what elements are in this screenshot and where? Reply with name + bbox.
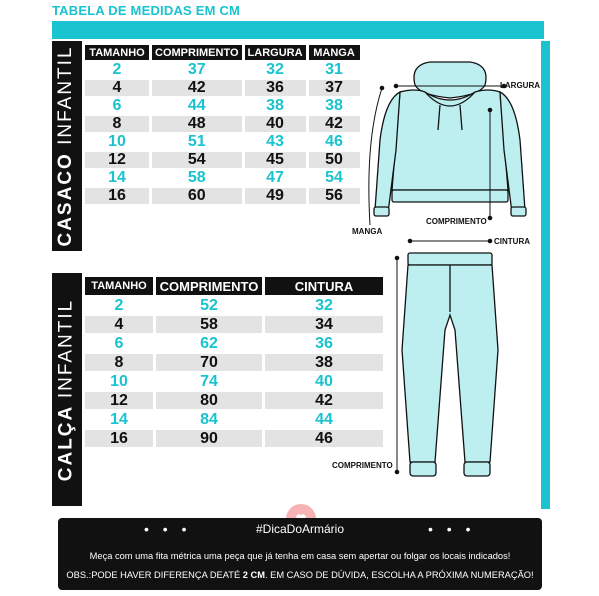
- cell-comprimento: 58: [156, 316, 262, 333]
- cell-size: 6: [85, 98, 149, 114]
- table-row: [85, 62, 360, 78]
- cell-manga: 46: [309, 134, 360, 150]
- cell-cintura: 32: [265, 297, 383, 314]
- header-comprimento: COMPRIMENTO: [156, 277, 262, 295]
- footer-dots-right: • • •: [428, 521, 476, 537]
- cell-comprimento: 70: [156, 354, 262, 371]
- page-title: TABELA DE MEDIDAS EM CM: [52, 3, 241, 18]
- cell-comprimento: 62: [156, 335, 262, 352]
- cell-size: 14: [85, 170, 149, 186]
- label-comprimento-top: COMPRIMENTO: [426, 217, 487, 226]
- table-row: [85, 134, 360, 150]
- cell-comprimento: 74: [156, 373, 262, 390]
- cell-comprimento: 54: [152, 152, 242, 168]
- cell-comprimento: 37: [152, 62, 242, 78]
- casaco-label-bold: CASACO: [55, 152, 76, 247]
- cell-size: 14: [85, 411, 153, 428]
- cell-manga: 54: [309, 170, 360, 186]
- title-underline-bar: [52, 21, 544, 39]
- cell-cintura: 46: [265, 430, 383, 447]
- cell-cintura: 38: [265, 354, 383, 371]
- cell-cintura: 40: [265, 373, 383, 390]
- cell-size: 2: [85, 297, 153, 314]
- footer-dots-left: • • •: [144, 521, 192, 537]
- cell-largura: 38: [245, 98, 306, 114]
- cell-manga: 38: [309, 98, 360, 114]
- cell-comprimento: 90: [156, 430, 262, 447]
- cell-size: 12: [85, 392, 153, 409]
- footer-instruction: Meça com uma fita métrica uma peça que já tenha em casa sem apertar ou folgar os locais indicados!: [89, 551, 511, 561]
- cell-comprimento: 48: [152, 116, 242, 132]
- cell-size: 10: [85, 134, 149, 150]
- cell-largura: 40: [245, 116, 306, 132]
- cell-comprimento: 42: [152, 80, 242, 96]
- label-manga: MANGA: [352, 227, 383, 236]
- cell-largura: 36: [245, 80, 306, 96]
- cell-comprimento: 52: [156, 297, 262, 314]
- cell-manga: 31: [309, 62, 360, 78]
- cell-manga: 37: [309, 80, 360, 96]
- cell-comprimento: 60: [152, 188, 242, 204]
- table-row: [85, 152, 360, 168]
- cell-largura: 43: [245, 134, 306, 150]
- cell-comprimento: 84: [156, 411, 262, 428]
- calca-label-bold: CALÇA: [55, 405, 77, 482]
- cell-largura: 45: [245, 152, 306, 168]
- cell-comprimento: 44: [152, 98, 242, 114]
- casaco-size-table: [82, 43, 363, 206]
- casaco-label-thin: INFANTIL: [55, 45, 76, 145]
- cell-manga: 42: [309, 116, 360, 132]
- cell-cintura: 34: [265, 316, 383, 333]
- table-row: [85, 188, 360, 204]
- calca-side-label: [56, 274, 80, 507]
- footer-note: [58, 570, 542, 580]
- cell-cintura: 36: [265, 335, 383, 352]
- cell-size: 8: [85, 116, 149, 132]
- cell-largura: 49: [245, 188, 306, 204]
- cell-largura: 47: [245, 170, 306, 186]
- cell-manga: 56: [309, 188, 360, 204]
- footer-note-post: . EM CASO DE DÚVIDA, ESCOLHA A PRÓXIMA NUMERAÇÃO!: [264, 570, 534, 580]
- cell-largura: 32: [245, 62, 306, 78]
- header-largura: LARGURA: [245, 45, 306, 60]
- footer-note-pre: OBS.:PODE HAVER DIFERENÇA DEATÉ: [66, 570, 243, 580]
- cell-comprimento: 51: [152, 134, 242, 150]
- header-tamanho: TAMANHO: [85, 45, 149, 60]
- cell-size: 10: [85, 373, 153, 390]
- cell-comprimento: 80: [156, 392, 262, 409]
- footer-panel: [58, 518, 542, 590]
- label-comprimento-bottom: COMPRIMENTO: [332, 461, 393, 470]
- cell-size: 2: [85, 62, 149, 78]
- label-largura: LARGURA: [500, 81, 540, 90]
- table-header-row: [85, 45, 360, 60]
- table-row: [85, 98, 360, 114]
- garment-diagram: [330, 50, 540, 490]
- cell-size: 12: [85, 152, 149, 168]
- cell-size: 8: [85, 354, 153, 371]
- footer-note-bold: 2 CM: [242, 570, 265, 580]
- header-comprimento: COMPRIMENTO: [152, 45, 242, 60]
- cell-manga: 50: [309, 152, 360, 168]
- label-cintura: CINTURA: [494, 237, 530, 246]
- cell-cintura: 42: [265, 392, 383, 409]
- cell-cintura: 44: [265, 411, 383, 428]
- casaco-side-label: [55, 41, 79, 251]
- cell-size: 6: [85, 335, 153, 352]
- table-row: [85, 80, 360, 96]
- table-row: [85, 116, 360, 132]
- cell-comprimento: 58: [152, 170, 242, 186]
- table-row: [85, 170, 360, 186]
- header-manga: MANGA: [309, 45, 360, 60]
- footer-hashtag: #DicaDoArmário: [255, 522, 345, 536]
- cell-size: 16: [85, 188, 149, 204]
- cell-size: 4: [85, 316, 153, 333]
- accent-vertical-bar: [541, 41, 550, 509]
- header-cintura: CINTURA: [265, 277, 383, 295]
- cell-size: 4: [85, 80, 149, 96]
- header-tamanho: TAMANHO: [85, 277, 153, 295]
- calca-label-thin: INFANTIL: [55, 298, 77, 399]
- cell-size: 16: [85, 430, 153, 447]
- pants-illustration: [402, 253, 498, 476]
